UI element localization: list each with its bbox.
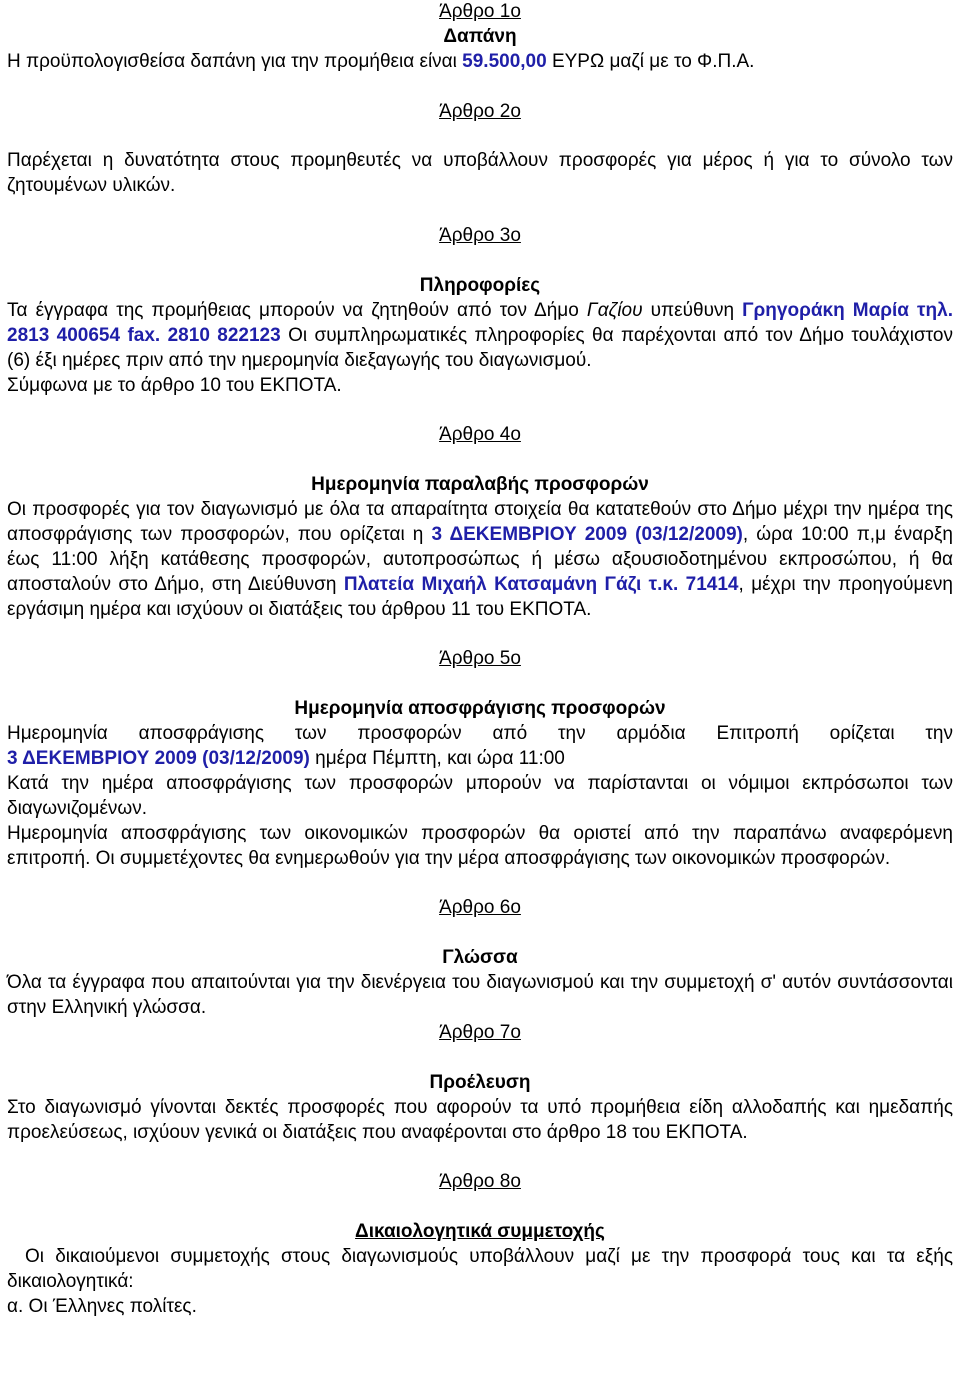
- article-4-text-start: Οι προσφορές για τον διαγωνισμό με όλα τα απαραίτητα στοιχεία θα κατατεθούν στο Δήμο μέχρι την ημέρα της αποσφράγισης των προσφορών, που ορίζεται η: [7, 499, 953, 545]
- article-8-title: Άρθρο 8ο: [439, 1171, 521, 1193]
- article-5-date-line: [7, 747, 953, 772]
- opening-date: 3 ΔΕΚΕΜΒΡΙΟΥ 2009 (03/12/2009): [7, 748, 310, 770]
- article-3-reference: Σύμφωνα με το άρθρο 10 του ΕΚΠΟΤΑ.: [7, 374, 342, 396]
- article-6-title: Άρθρο 6ο: [439, 897, 521, 919]
- article-4-heading: Ημερομηνία παραλαβής προσφορών: [311, 474, 649, 496]
- article-4-title: Άρθρο 4ο: [439, 424, 521, 446]
- article-2-title: Άρθρο 2ο: [439, 100, 521, 122]
- article-8-text: Οι δικαιούμενοι συμμετοχής στους διαγωνισμούς υποβάλλουν μαζί με την προσφορά τους και τα εξής δικαιολογητικά:: [7, 1246, 953, 1293]
- receipt-date: 3 ΔΕΚΕΜΒΡΙΟΥ 2009 (03/12/2009): [431, 523, 743, 545]
- article-1-text-start: Η προϋπολογισθείσα δαπάνη για την προμήθεια είναι: [7, 50, 463, 72]
- article-2-text: Παρέχεται η δυνατότητα στους προμηθευτές να υποβάλλουν προσφορές για μέρος ή για το σύνολο των ζητουμένων υλικών.: [7, 150, 953, 197]
- article-8-item-a: α. Οι Έλληνες πολίτες.: [7, 1295, 197, 1317]
- article-5-text-2: Κατά την ημέρα αποσφράγισης των προσφορών μπορούν να παρίστανται οι νόμιμοι εκπρόσωποι των διαγωνιζομένων.: [7, 772, 953, 819]
- article-3-text-start: Τα έγγραφα της προμήθειας μπορούν να ζητηθούν από τον Δήμο: [7, 299, 587, 321]
- article-5-text-3: Ημερομηνία αποσφράγισης των οικονομικών προσφορών θα οριστεί από την παραπάνω αναφερόμενη επιτροπή. Οι συμμετέχοντες θα ενημερωθούν για την μέρα αποσφράγισης των οικονομικών προσφορών.: [7, 822, 953, 869]
- article-3-title: Άρθρο 3ο: [439, 225, 521, 247]
- opening-day-time: ημέρα Πέμπτη, και ώρα 11:00: [309, 748, 565, 770]
- submission-address: Πλατεία Μιχαήλ Κατσαμάνη Γάζι τ.κ. 71414: [343, 573, 739, 595]
- article-5-heading: Ημερομηνία αποσφράγισης προσφορών: [294, 698, 666, 720]
- article-3-text-end: Οι συμπληρωματικές πληροφορίες θα παρέχονται από τον Δήμο τουλάχιστον (6) έξι ημέρες πριν από την ημερομηνία διεξαγωγής του διαγωνισμού.: [7, 324, 953, 371]
- article-6-heading: Γλώσσα: [442, 947, 518, 969]
- article-1-text: [7, 50, 953, 75]
- article-7-heading: Προέλευση: [429, 1071, 531, 1093]
- contact-details: Γρηγοράκη Μαρία τηλ. 2813 400654 fax. 2810 822123: [7, 299, 953, 346]
- municipality-name: Γαζίου: [586, 299, 643, 321]
- article-3-text-mid: υπεύθυνη: [642, 299, 743, 321]
- article-8-heading: Δικαιολογητικά συμμετοχής: [355, 1221, 605, 1243]
- article-1-text-end: ΕΥΡΩ μαζί με το Φ.Π.Α.: [546, 50, 755, 72]
- article-7-text: Στο διαγωνισμό γίνονται δεκτές προσφορές που αφορούν τα υπό προμήθεια είδη αλλοδαπής και ημεδαπής προελεύσεως, ισχύουν γενικά οι διατάξεις που αναφέρονται στο άρθρο 18 του ΕΚΠΟΤΑ.: [7, 1096, 953, 1143]
- article-3-text: [7, 299, 953, 374]
- article-4-text: [7, 498, 953, 623]
- article-1-title: Άρθρο 1ο: [439, 1, 521, 22]
- article-5-title: Άρθρο 5ο: [439, 648, 521, 670]
- article-3-heading: Πληροφορίες: [419, 274, 541, 296]
- article-4-text-end: , μέχρι την προηγούμενη εργάσιμη ημέρα και ισχύουν οι διατάξεις του άρθρου 11 του ΕΚΠΟΤΑ.: [7, 573, 953, 620]
- article-7-title: Άρθρο 7ο: [439, 1022, 521, 1043]
- article-6-text: Όλα τα έγγραφα που απαιτούνται για την διενέργεια του διαγωνισμού και την συμμετοχή σ' αυτόν συντάσσονται στην Ελληνική γλώσσα.: [7, 972, 953, 1019]
- budget-amount: 59.500,00: [462, 50, 547, 72]
- article-1-heading: Δαπάνη: [443, 25, 517, 47]
- article-4-text-mid: , ώρα 10:00 π,μ έναρξη έως 11:00 λήξη κατάθεσης προσφορών, αυτοπροσώπως ή μέσω αξουσιοδοτημένου εκπροσώπου, ή θα αποσταλούν στο Δήμο, στη Διεύθυνση: [7, 523, 953, 595]
- article-5-text-1: Ημερομηνία αποσφράγισης των προσφορών από την αρμόδια Επιτροπή ορίζεται την: [7, 723, 953, 745]
